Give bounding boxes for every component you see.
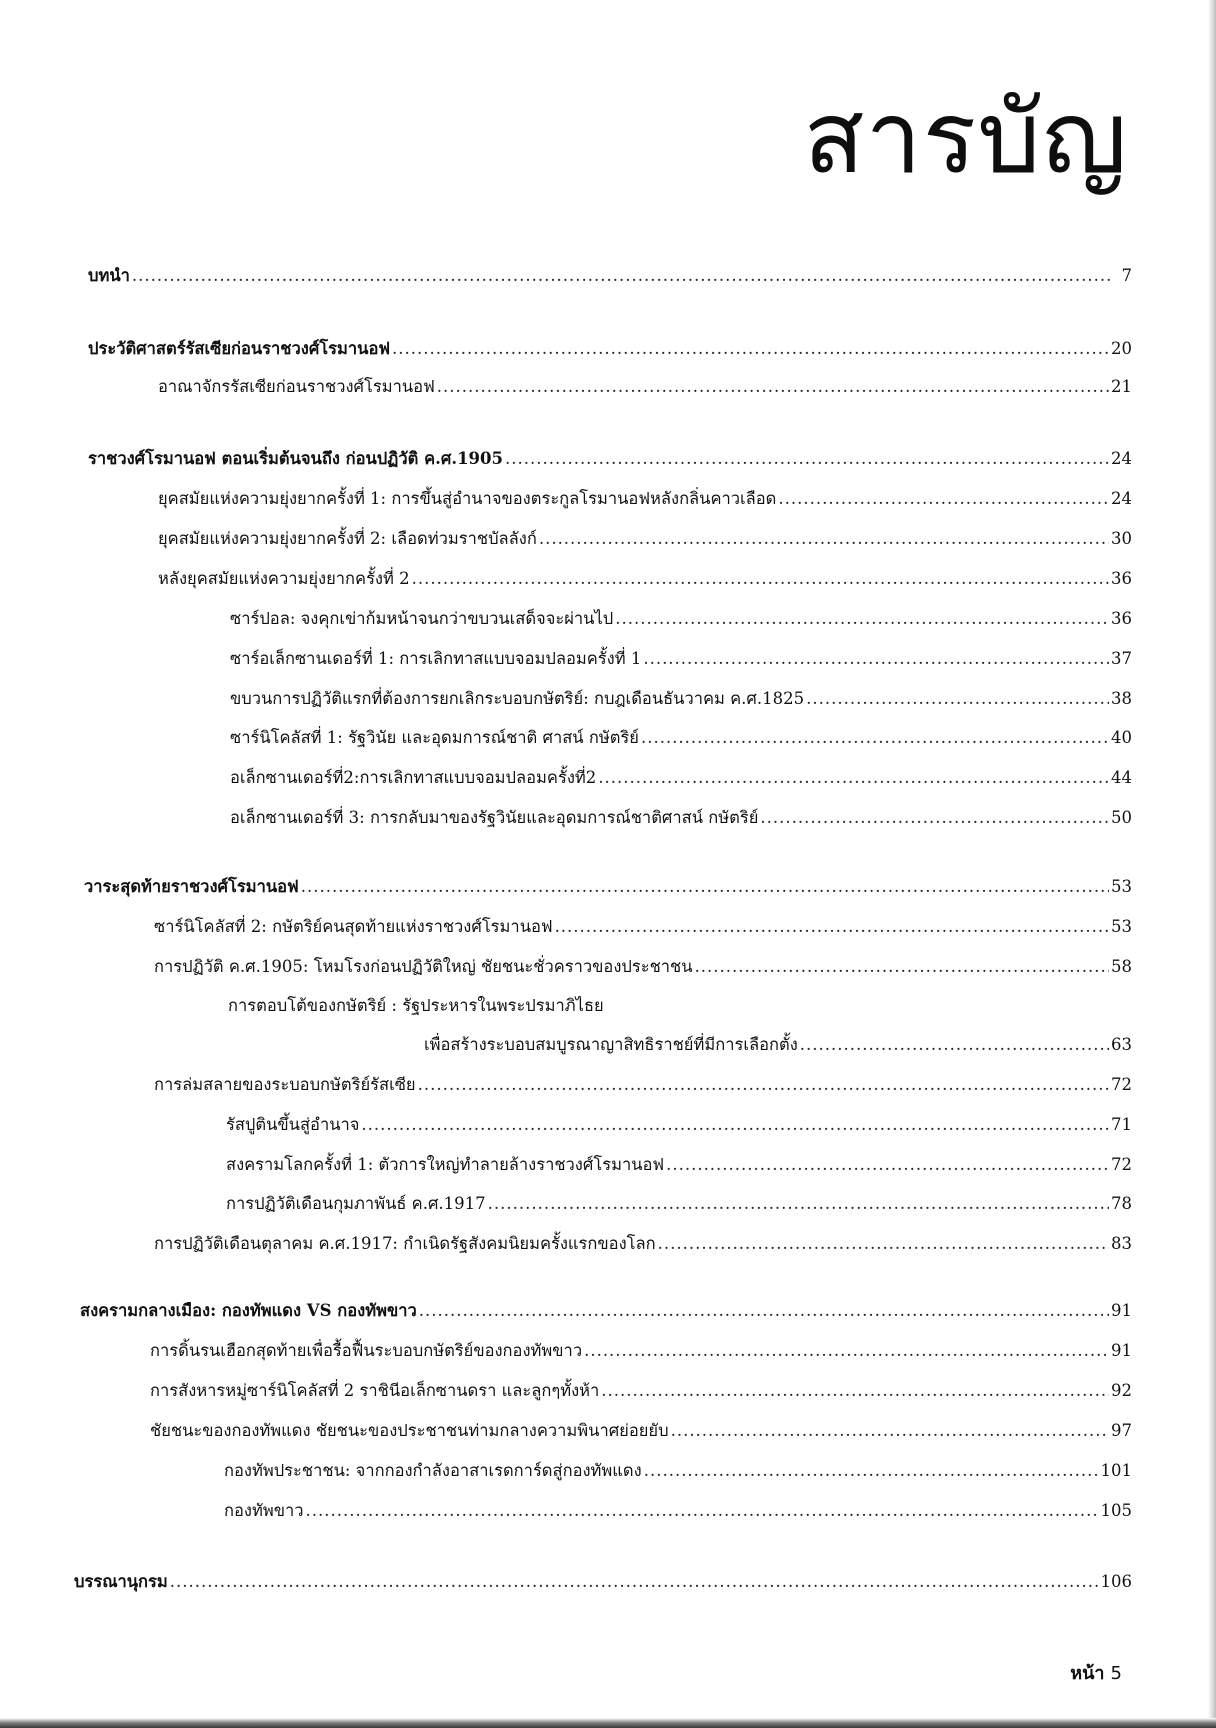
toc-dot-leader	[695, 956, 1109, 977]
toc-dot-leader	[412, 568, 1109, 589]
toc-entry-title: อาณาจักรรัสเซียก่อนราชวงศ์โรมานอฟ	[158, 377, 435, 396]
toc-entry[interactable]	[154, 916, 1132, 937]
toc-dot-leader	[760, 807, 1109, 828]
toc-entry[interactable]	[230, 807, 1132, 828]
toc-entry-title: การปฏิวัติ ค.ศ.1905: โหมโรงก่อนปฏิวัติใหญ่ ชัยชนะชั่วคราวของประชาชน	[154, 957, 693, 976]
toc-page-number: 105	[1100, 1501, 1132, 1520]
toc-entry[interactable]	[230, 727, 1132, 748]
toc-entry-title: ยุคสมัยแห่งความยุ่งยากครั้งที่ 2: เลือดท่วมราชบัลลังก์	[158, 529, 537, 548]
toc-dot-leader	[800, 1034, 1109, 1055]
toc-page-number: 92	[1111, 1381, 1132, 1400]
toc-entry-title: ราชวงศ์โรมานอฟ ตอนเริ่มต้นจนถึง ก่อนปฏิวัติ ค.ศ.1905	[88, 449, 503, 468]
toc-entry[interactable]	[150, 1380, 1132, 1401]
toc-dot-leader	[598, 767, 1109, 788]
toc-entry-title: ซาร์นิโคลัสที่ 1: รัฐวินัย และอุดมการณ์ชาติ ศาสน์ กษัตริย์	[230, 728, 639, 747]
toc-dot-leader	[658, 1233, 1109, 1254]
toc-page-number: 72	[1111, 1075, 1132, 1094]
toc-entry[interactable]	[230, 767, 1132, 788]
toc-entry-title: การปฏิวัติเดือนกุมภาพันธ์ ค.ศ.1917	[226, 1194, 486, 1213]
toc-entry[interactable]	[74, 1571, 1132, 1592]
scan-page-edge-bottom	[0, 1718, 1216, 1728]
toc-entry[interactable]	[88, 265, 1132, 286]
toc-entry-title: สงครามกลางเมือง: กองทัพแดง VS กองทัพขาว	[80, 1301, 417, 1320]
toc-dot-leader	[641, 727, 1109, 748]
toc-dot-leader	[806, 688, 1109, 709]
toc-dot-leader	[615, 608, 1109, 629]
toc-entry-title: บทนำ	[88, 266, 130, 285]
toc-dot-leader	[437, 376, 1109, 397]
toc-page-number: 106	[1100, 1572, 1132, 1591]
toc-page-number: 37	[1111, 649, 1132, 668]
toc-entry-title: อเล็กซานเดอร์ที่2:การเลิกทาสแบบจอมปลอมครั้งที่2	[230, 768, 597, 787]
toc-entry-title: บรรณานุกรม	[74, 1572, 168, 1591]
toc-entry[interactable]	[230, 608, 1132, 629]
toc-page-number: 36	[1111, 609, 1132, 628]
toc-entry[interactable]	[230, 648, 1132, 669]
toc-page-number: 58	[1111, 957, 1132, 976]
toc-entry-title: การปฏิวัติเดือนตุลาคม ค.ศ.1917: กำเนิดรัฐสังคมนิยมครั้งแรกของโลก	[154, 1234, 656, 1253]
page-title: สารบัญ	[803, 79, 1128, 196]
toc-entry[interactable]	[150, 1420, 1132, 1441]
toc-entry-title: กองทัพขาว	[224, 1501, 304, 1520]
page-footer	[1070, 1658, 1122, 1687]
toc-entry[interactable]	[226, 1193, 1132, 1214]
toc-dot-leader	[419, 1300, 1109, 1321]
toc-page-number: 101	[1100, 1461, 1132, 1480]
toc-entry[interactable]	[154, 1233, 1132, 1254]
toc-entry[interactable]	[230, 688, 1132, 709]
toc-page-number: 91	[1111, 1341, 1132, 1360]
toc-entry-title: ประวัติศาสตร์รัสเซียก่อนราชวงศ์โรมานอฟ	[88, 339, 391, 358]
toc-entry-title: สงครามโลกครั้งที่ 1: ตัวการใหญ่ทำลายล้างราชวงศ์โรมานอฟ	[226, 1155, 665, 1174]
toc-dot-leader	[505, 448, 1109, 469]
toc-page-number: 78	[1111, 1194, 1132, 1213]
toc-entry[interactable]	[224, 1460, 1132, 1481]
toc-entry[interactable]	[150, 1340, 1132, 1361]
page-number-prefix: หน้า	[1070, 1663, 1105, 1684]
toc-page-number: 7	[1121, 266, 1132, 285]
toc-page-number: 44	[1111, 768, 1132, 787]
toc-entry[interactable]	[80, 1300, 1132, 1321]
toc-entry[interactable]	[84, 876, 1132, 897]
toc-entry-title: ซาร์ปอล: จงคุกเข่าก้มหน้าจนกว่าขบวนเสด็จจะผ่านไป	[230, 609, 614, 628]
toc-dot-leader	[643, 648, 1109, 669]
toc-dot-leader	[132, 265, 1112, 286]
toc-dot-leader	[306, 1500, 1099, 1521]
toc-page-number: 30	[1111, 529, 1132, 548]
toc-entry[interactable]	[224, 1500, 1132, 1521]
toc-entry[interactable]	[158, 488, 1132, 509]
toc-page-number: 63	[1111, 1035, 1132, 1054]
toc-entry-title: การดิ้นรนเฮือกสุดท้ายเพื่อรื้อฟื้นระบอบกษัตริย์ของกองทัพขาว	[150, 1341, 583, 1360]
toc-entry[interactable]	[88, 338, 1132, 359]
toc-entry-title: ซาร์นิโคลัสที่ 2: กษัตริย์คนสุดท้ายแห่งราชวงศ์โรมานอฟ	[154, 917, 553, 936]
toc-entry-title-first-line[interactable]: การตอบโต้ของกษัตริย์ : รัฐประหารในพระปรมาภิไธย	[228, 996, 604, 1015]
toc-entry-title: ซาร์อเล็กซานเดอร์ที่ 1: การเลิกทาสแบบจอมปลอมครั้งที่ 1	[230, 649, 642, 668]
toc-page-number: 50	[1111, 808, 1132, 827]
toc-dot-leader	[584, 1340, 1109, 1361]
toc-dot-leader	[488, 1193, 1109, 1214]
toc-dot-leader	[301, 876, 1109, 897]
toc-entry[interactable]	[158, 568, 1132, 589]
toc-page-number: 24	[1111, 489, 1132, 508]
toc-dot-leader	[170, 1571, 1099, 1592]
toc-entry[interactable]	[158, 376, 1132, 397]
toc-entry-title: การล่มสลายของระบอบกษัตริย์รัสเซีย	[154, 1075, 416, 1094]
toc-page-number: 38	[1111, 689, 1132, 708]
toc-page-number: 20	[1111, 339, 1132, 358]
toc-entry-title: กองทัพประชาชน: จากกองกำลังอาสาเรดการ์ดสู่กองทัพแดง	[224, 1461, 642, 1480]
toc-page-number: 40	[1111, 728, 1132, 747]
toc-entry-title: หลังยุคสมัยแห่งความยุ่งยากครั้งที่ 2	[158, 569, 410, 588]
toc-entry-title: ชัยชนะของกองทัพแดง ชัยชนะของประชาชนท่ามกลางความพินาศย่อยยับ	[150, 1421, 669, 1440]
toc-entry[interactable]	[88, 448, 1132, 469]
toc-entry[interactable]	[424, 1034, 1132, 1055]
toc-page-number: 71	[1111, 1115, 1132, 1134]
toc-page-number: 36	[1111, 569, 1132, 588]
toc-entry[interactable]	[154, 1074, 1132, 1095]
toc-dot-leader	[539, 528, 1109, 549]
toc-page-number: 21	[1111, 377, 1132, 396]
toc-page-number: 72	[1111, 1155, 1132, 1174]
scan-page-edge-right	[1208, 0, 1216, 1728]
toc-page-number: 83	[1111, 1234, 1132, 1253]
toc-entry-title: อเล็กซานเดอร์ที่ 3: การกลับมาของรัฐวินัยและอุดมการณ์ชาติศาสน์ กษัตริย์	[230, 808, 759, 827]
toc-dot-leader	[644, 1460, 1099, 1481]
toc-dot-leader	[666, 1154, 1109, 1175]
toc-dot-leader	[392, 338, 1109, 359]
toc-dot-leader	[361, 1114, 1109, 1135]
toc-entry-title: รัสปูตินขึ้นสู่อำนาจ	[226, 1115, 360, 1134]
toc-page-number: 91	[1111, 1301, 1132, 1320]
toc-entry-title: วาระสุดท้ายราชวงศ์โรมานอฟ	[84, 877, 299, 896]
toc-entry-title: ขบวนการปฏิวัติแรกที่ต้องการยกเลิกระบอบกษัตริย์: กบฎเดือนธันวาคม ค.ศ.1825	[230, 689, 805, 708]
toc-entry-title: เพื่อสร้างระบอบสมบูรณาญาสิทธิราชย์ที่มีการเลือกตั้ง	[424, 1035, 798, 1054]
toc-entry-title: การสังหารหมู่ซาร์นิโคลัสที่ 2 ราชินีอเล็กซานดรา และลูกๆทั้งห้า	[150, 1381, 600, 1400]
toc-entry[interactable]	[154, 956, 1132, 977]
toc-page-number: 53	[1111, 877, 1132, 896]
toc-entry[interactable]	[158, 528, 1132, 549]
toc-entry[interactable]	[226, 1154, 1132, 1175]
toc-page-number: 24	[1111, 449, 1132, 468]
toc-dot-leader	[418, 1074, 1109, 1095]
page-number: 5	[1110, 1663, 1122, 1684]
toc-dot-leader	[555, 916, 1109, 937]
toc-dot-leader	[671, 1420, 1109, 1441]
toc-page-number: 97	[1111, 1421, 1132, 1440]
toc-page-number: 53	[1111, 917, 1132, 936]
toc-dot-leader	[778, 488, 1109, 509]
toc-dot-leader	[601, 1380, 1109, 1401]
toc-entry-title: ยุคสมัยแห่งความยุ่งยากครั้งที่ 1: การขึ้นสู่อำนาจของตระกูลโรมานอฟหลังกลิ่นคาวเลือด	[158, 489, 777, 508]
toc-entry[interactable]	[226, 1114, 1132, 1135]
